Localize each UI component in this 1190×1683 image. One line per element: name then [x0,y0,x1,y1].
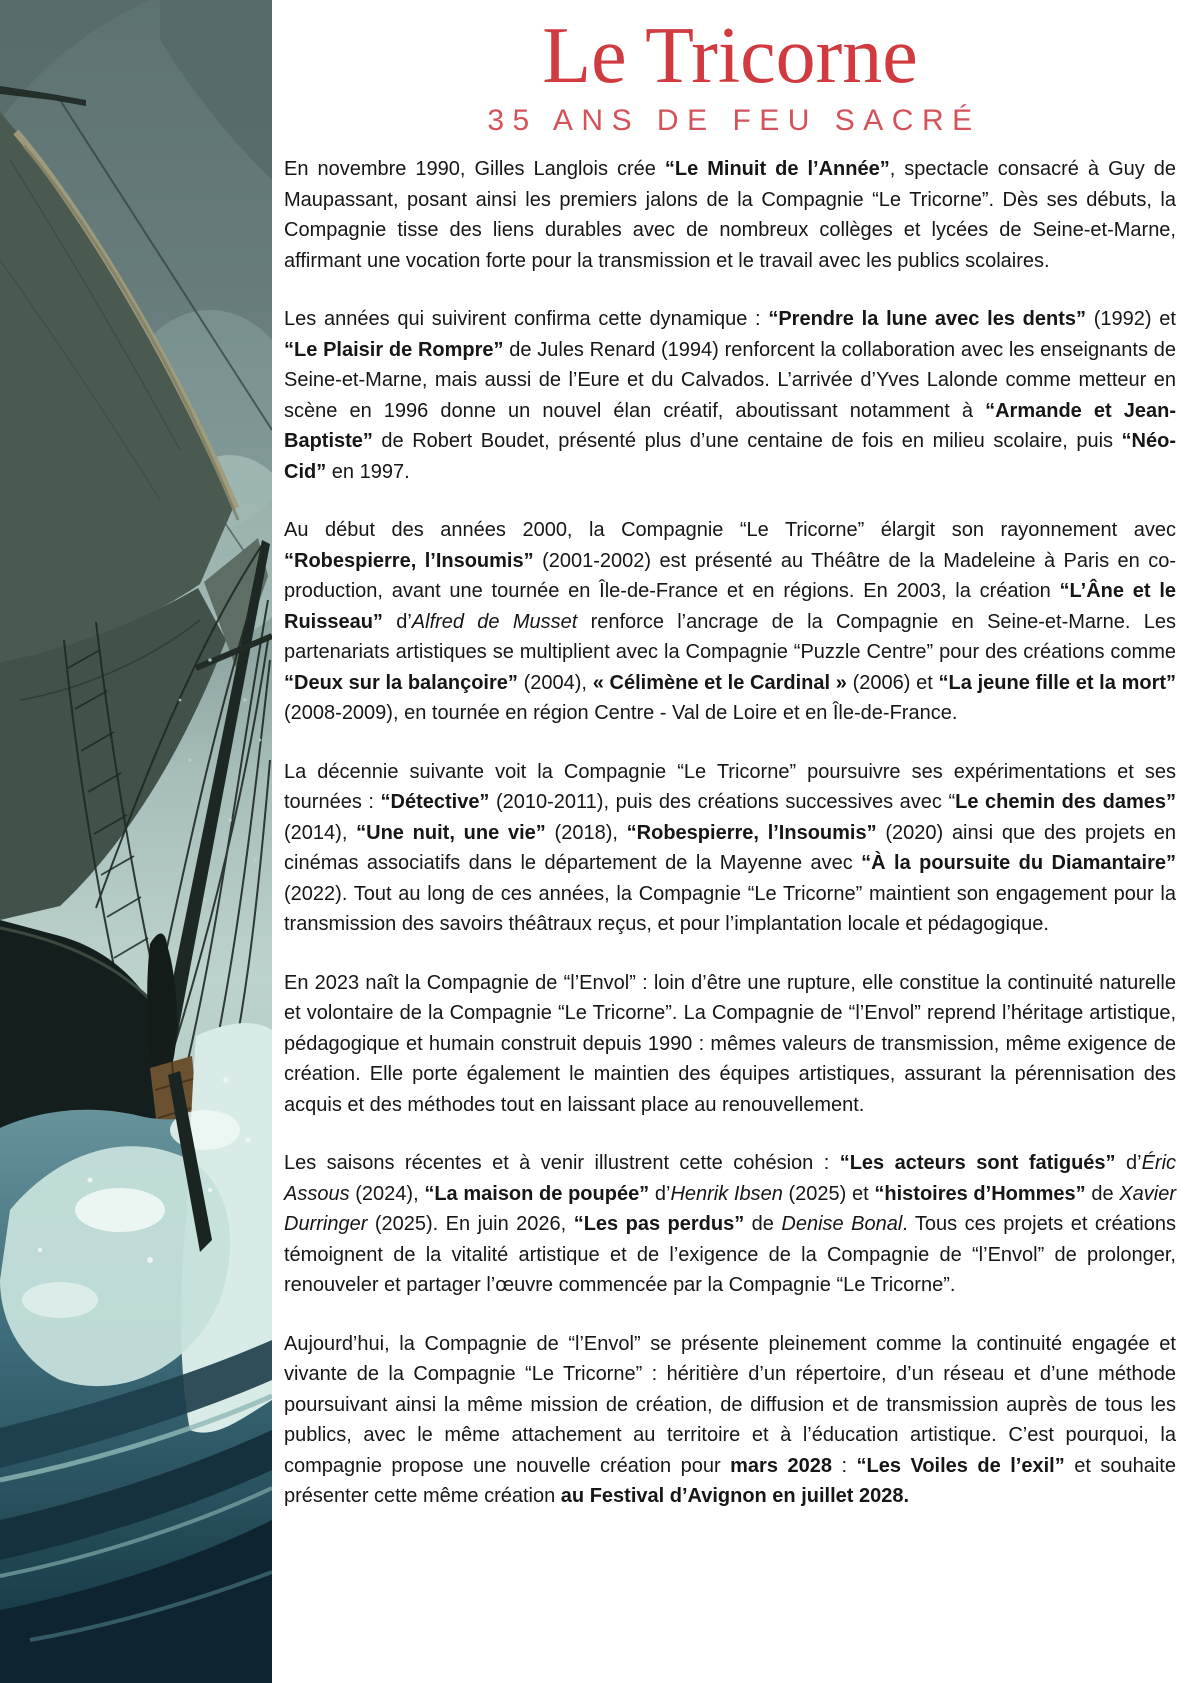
text-run: (2004), [517,671,593,694]
text-run: La décennie suivante voit la Compagnie “Le Tricorne” poursuivre ses expérimentations et ses tournées : [284,760,1176,813]
masthead [284,12,1176,137]
bold-run: “histoires d’Hommes” [874,1182,1086,1205]
text-run: en 1997. [326,460,410,483]
bold-run: “Deux sur la balançoire” [284,671,518,694]
text-run: (2025) et [782,1182,875,1205]
text-run: et souhaite présenter cette même création [284,1454,1176,1507]
text-run: (2006) et [846,671,939,694]
bold-run: Le chemin des dames” [955,791,1176,813]
text-run: (2022). Tout au long de ces années, la Compagnie “Le Tricorne” maintient son engagement pour la transmission des savoirs théâtraux reçus, et pour l’implantation locale et pédagogique. [284,882,1176,935]
ship-storm-svg [0,0,272,1683]
text-run: : [831,1454,857,1477]
text-run: Au début des années 2000, la Compagnie “Le Tricorne” élargit son rayonnement avec [284,519,1176,541]
bold-run: “La maison de poupée” [424,1182,650,1205]
paragraph [284,515,1176,729]
bold-run: “Détective” [380,791,490,813]
text-run: de Robert Boudet, présenté plus d’une centaine de fois en milieu scolaire, puis [372,430,1122,452]
text-run: renforce l’ancrage de la Compagnie en Seine-et-Marne. Les partenariats artistiques se multiplient avec la Compagnie “Puzzle Centre” pour des créations comme [284,610,1176,663]
text-run: (2018), [545,821,627,844]
italic-run: Éric Assous [284,1152,1177,1205]
text-run: Aujourd’hui, la Compagnie de “l’Envol” se présente pleinement comme la continuité engagée et vivante de la Compagnie “Le Tricorne” : héritière d’un répertoire, d’un réseau et d’une méthode poursuivant ainsi la même mission de création, de diffusion et de transmission auprès de tous les publics, avec le même attachement au territoire et à l’éducation artistique. C’est pourquoi, la compagnie propose une nouvelle création pour [284,1332,1176,1477]
content-column [284,0,1176,1512]
bold-run: “Les Voiles de l’exil” [856,1454,1065,1477]
text-run: Les saisons récentes et à venir illustrent cette cohésion : [284,1152,840,1174]
text-run: d’ [1115,1152,1142,1174]
italic-run: Xavier Durringer [284,1182,1176,1235]
paragraph [284,1148,1176,1301]
paragraph [284,757,1176,940]
text-run: de [1085,1182,1120,1205]
italic-run: Alfred de Musset [411,610,578,633]
bold-run: “Une nuit, une vie” [356,821,546,844]
bold-run: “Les pas perdus” [573,1213,745,1235]
text-run: (2024), [349,1182,425,1205]
paragraph [284,968,1176,1121]
article-body [284,154,1176,1512]
bold-run: “L’Âne et le Ruisseau” [284,580,1176,633]
italic-run: Denise Bonal [781,1213,903,1235]
bold-run: “À la poursuite du Diamantaire” [861,852,1177,874]
bold-run: au Festival d’Avignon en juillet 2028. [560,1485,910,1507]
page-subtitle: 35 ANS DE FEU SACRÉ [487,104,981,137]
italic-run: Henrik Ibsen [670,1182,783,1205]
text-run: de Jules Renard (1994) renforcent la collaboration avec les enseignants de Seine-et-Marne, mais aussi de l’Eure et du Calvados. L’arrivée d’Yves Lalonde comme metteur en scène en 1996 donne un nouvel élan créatif, aboutissant notamment à [284,338,1176,422]
text-run: d’ [649,1182,671,1205]
bold-run: “Robespierre, l’Insoumis” [626,821,877,844]
text-run: , spectacle consacré à Guy de Maupassant, posant ainsi les premiers jalons de la Compagnie “Le Tricorne”. Dès ses débuts, la Compagnie tisse des liens durables avec de nombreux collèges et lycées de Seine-et-Marne, affirmant une vocation forte pour la transmission et le travail avec les publics scolaires. [284,158,1176,272]
text-run: (1992) et [1086,308,1176,330]
bold-run: “Armande et Jean-Baptiste” [284,399,1176,452]
text-run: (2020) ainsi que des projets en cinémas associatifs dans le département de la Mayenne avec [284,821,1176,874]
bold-run: “Les acteurs sont fatigués” [839,1152,1116,1174]
text-run: En novembre 1990, Gilles Langlois crée [284,158,665,180]
bold-run: “La jeune fille et la mort” [938,671,1177,694]
text-run: . Tous ces projets et créations témoignent de la vitalité artistique et de l’exigence de la Compagnie de “l’Envol” de prolonger, renouveler et partager l’œuvre commencée par la Compagnie “Le Tricorne”. [284,1213,1177,1296]
bold-run: « Célimène et le Cardinal » [592,671,847,694]
text-run: d’ [382,610,412,633]
bold-run: mars 2028 [730,1454,832,1477]
ship-storm-illustration [0,0,272,1683]
text-run: (2025). En juin 2026, [367,1213,574,1235]
text-run: (2001-2002) est présenté au Théâtre de la Madeleine à Paris en co-production, avant une tournée en Île-de-France et en régions. En 2003, la création [284,549,1176,602]
bold-run: “Prendre la lune avec les dents” [768,308,1087,330]
bold-run: “Le Plaisir de Rompre” [284,338,504,361]
text-run: de [744,1213,782,1235]
bold-run: “Le Minuit de l’Année” [664,158,890,180]
paragraph [284,1329,1176,1512]
text-run: En 2023 naît la Compagnie de “l’Envol” : loin d’être une rupture, elle constitue la continuité naturelle et volontaire de la Compagnie “Le Tricorne”. La Compagnie de “l’Envol” reprend l’héritage artistique, pédagogique et humain construit depuis 1990 : mêmes valeurs de transmission, même exigence de création. Elle porte également le maintien des équipes artistiques, assurant la pérennisation des acquis et des méthodes tout en laissant place au renouvellement. [284,971,1176,1116]
text-run: (2008-2009), en tournée en région Centre - Val de Loire et en Île-de-France. [284,702,958,724]
page-title: Le Tricorne [542,12,918,100]
text-run: (2014), [284,821,357,844]
paragraph [284,154,1176,276]
paragraph [284,304,1176,487]
text-run: Les années qui suivirent confirma cette dynamique : [284,308,769,330]
text-run: (2010-2011), puis des créations successives avec “ [489,791,956,813]
bold-run: “Robespierre, l’Insoumis” [284,549,534,572]
bold-run: “Néo-Cid” [284,430,1176,483]
